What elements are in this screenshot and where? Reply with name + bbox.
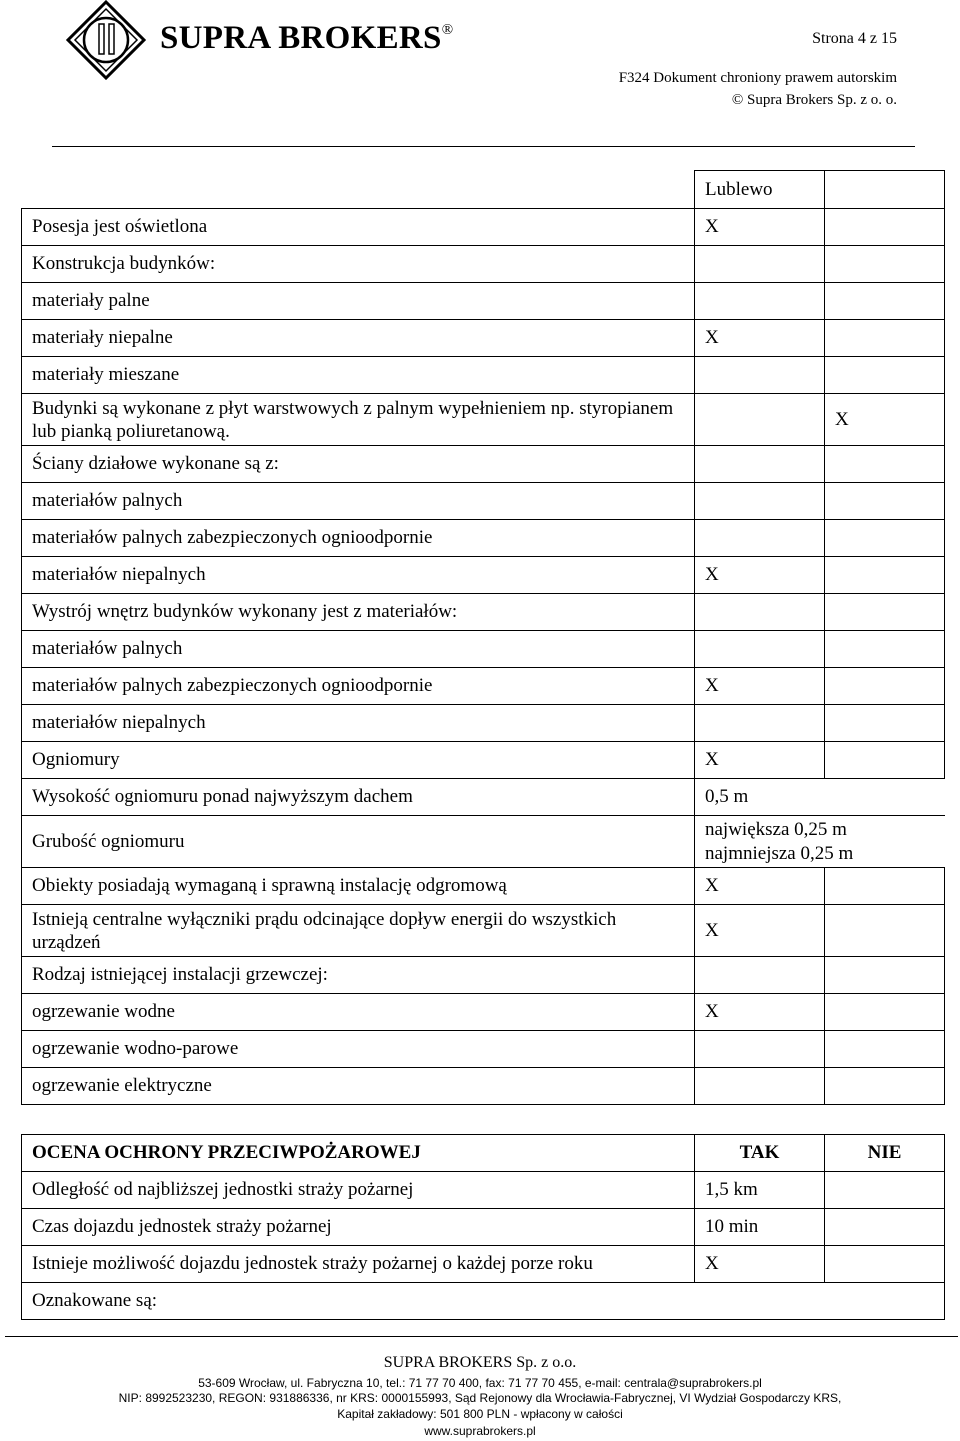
footer-registry: NIP: 8992523230, REGON: 931886336, nr KRS: 0000155993, Sąd Rejonowy dla Wrocławia-Fabrycznej, VI Wydział Gospodarczy KRS, (118, 1391, 842, 1405)
table-row: Ściany działowe wykonane są z: (22, 446, 945, 483)
table-row: Oznakowane są: (22, 1283, 945, 1320)
table-row: ogrzewanie wodno-parowe (22, 1031, 945, 1068)
wall-thickness-max: największa 0,25 m (705, 818, 847, 840)
table-row: materiały palne (22, 283, 945, 320)
footer-company: SUPRA BROKERS Sp. z o.o. (383, 1354, 577, 1371)
table-row: materiałów niepalnych X (22, 557, 945, 594)
table-row: materiałów niepalnych (22, 705, 945, 742)
copyright-notice: © Supra Brokers Sp. z o. o. (731, 92, 897, 108)
document-protection-notice: F324 Dokument chroniony prawem autorskim (618, 70, 897, 86)
footer-capital: Kapitał zakładowy: 501 800 PLN - wpłacony w całości (337, 1407, 623, 1421)
building-details-table (21, 170, 945, 1105)
footer-address: 53-609 Wrocław, ul. Fabryczna 10, tel.: 71 77 70 400, fax: 71 77 70 455, e-mail: centrala@suprabrokers.pl (198, 1376, 762, 1390)
table-row: Rodzaj istniejącej instalacji grzewczej: (22, 957, 945, 994)
table-row: Wysokość ogniomuru ponad najwyższym dachem 0,5 m (22, 779, 945, 816)
fire-table-title: OCENA OCHRONY PRZECIWPOŻAROWEJ (22, 1135, 695, 1172)
table-row: materiałów palnych zabezpieczonych ognioodpornie (22, 520, 945, 557)
footer-divider (5, 1336, 958, 1337)
wall-thickness-min: najmniejsza 0,25 m (705, 842, 854, 864)
table-row: ogrzewanie wodne X (22, 994, 945, 1031)
table-row: Posesja jest oświetlona X (22, 209, 945, 246)
table-row: Odległość od najbliższej jednostki straży pożarnej 1,5 km (22, 1172, 945, 1209)
table-row: Ogniomury X (22, 742, 945, 779)
table-row: materiałów palnych zabezpieczonych ognioodpornie X (22, 668, 945, 705)
table-header-row (22, 171, 945, 209)
table-row: Istnieją centralne wyłączniki prądu odcinające dopływ energii do wszystkich urządzeń X (22, 905, 945, 957)
table-row: materiały niepalne X (22, 320, 945, 357)
header-divider (52, 146, 915, 147)
supra-brokers-logo (66, 0, 146, 80)
table-row: ogrzewanie elektryczne (22, 1068, 945, 1105)
table-row: Obiekty posiadają wymaganą i sprawną instalację odgromową X (22, 868, 945, 905)
page-number: Strona 4 z 15 (812, 30, 897, 47)
table-row: materiały mieszane (22, 357, 945, 394)
table-row: materiałów palnych (22, 631, 945, 668)
location-header: Lublewo (695, 171, 825, 209)
table-row: Wystrój wnętrz budynków wykonany jest z materiałów: (22, 594, 945, 631)
footer-website: www.suprabrokers.pl (424, 1424, 536, 1438)
table-row: Czas dojazdu jednostek straży pożarnej 10 min (22, 1209, 945, 1246)
brand-name: SUPRA BROKERS® (160, 20, 454, 56)
col-no-header: NIE (825, 1135, 945, 1172)
table-row: Grubość ogniomuru największa 0,25 m najmniejsza 0,25 m (22, 816, 945, 868)
table-row: Budynki są wykonane z płyt warstwowych z palnym wypełnieniem np. styropianem lub pianką poliuretanową. X (22, 394, 945, 446)
fire-table-header-row (22, 1135, 945, 1172)
table-row: Konstrukcja budynków: (22, 246, 945, 283)
col-yes-header: TAK (695, 1135, 825, 1172)
fire-protection-table (21, 1134, 945, 1320)
table-row: Istnieje możliwość dojazdu jednostek straży pożarnej o każdej porze roku X (22, 1246, 945, 1283)
table-row: materiałów palnych (22, 483, 945, 520)
